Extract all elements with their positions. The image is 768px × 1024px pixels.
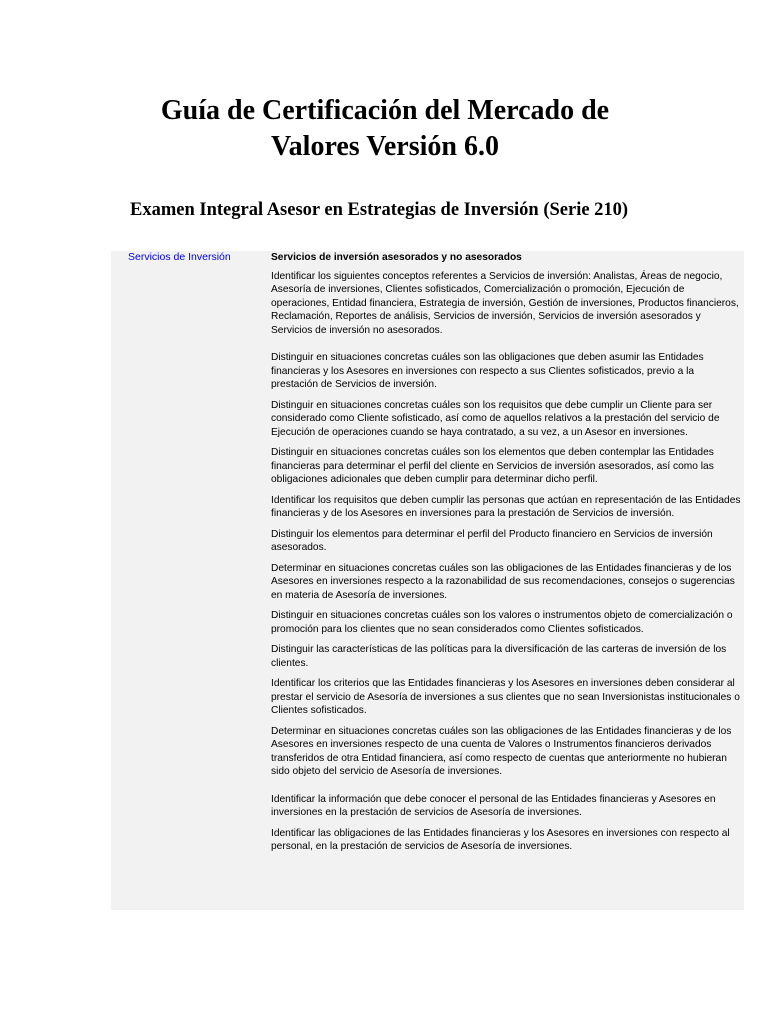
list-item: Distinguir en situaciones concretas cuáles son los elementos que deben contemplar las Entidades financieras para determinar el perfil del cliente en Servicios de inversión asesorados, así como las obligaciones adicionales que deben cumplir para determinar dicho perfil.	[271, 447, 714, 485]
list-item: Identificar los criterios que las Entidades financieras y los Asesores en inversiones deben considerar al prestar el servicio de Asesoría de inversiones a sus clientes que no sean Inversionistas institucionales o Clientes sofisticados.	[271, 678, 740, 716]
topic-heading: Servicios de inversión asesorados y no asesorados	[271, 252, 522, 263]
list-item: Distinguir los elementos para determinar el perfil del Producto financiero en Servicios de inversión asesorados.	[271, 528, 713, 553]
list-item: Determinar en situaciones concretas cuáles son las obligaciones de las Entidades financieras y de los Asesores en inversiones respecto a la razonabilidad de sus recomendaciones, consejos o sugerencias en materia de Asesoría de inversiones.	[271, 562, 735, 601]
list-item: Identificar los siguientes conceptos referentes a Servicios de inversión: Analistas, Áreas de negocio, Asesoría de inversiones, Clientes sofisticados, Comercialización o promoción, Ejecución de operaciones, Entidad financiera, Estrategia de inversión, Gestión de inversiones, Productos financieros, Reclamación, Reportes de análisis, Servicios de inversión, Servicios de inversión asesorados y Servicios de inversión no asesorados.	[271, 270, 739, 336]
topics-panel	[111, 251, 744, 910]
list-item: Distinguir en situaciones concretas cuáles son las obligaciones que deben asumir las Entidades financieras y los Asesores en inversiones con respecto a sus Clientes sofisticados, previo a la prestación de Servicios de inversión.	[271, 352, 704, 390]
list-item: Identificar los requisitos que deben cumplir las personas que actúan en representación de las Entidades financieras y de los Asesores en inversiones para la prestación de Servicios de inversión.	[271, 494, 741, 519]
list-item: Distinguir en situaciones concretas cuáles son los requisitos que debe cumplir un Cliente para ser considerado como Cliente sofisticado, así como de aquellos relativos a la prestación del servicio de Ejecución de operaciones cuando se haya contratado, a su vez, a un Asesor en inversiones.	[271, 399, 720, 438]
topic-list	[271, 251, 741, 861]
list-item: Identificar las obligaciones de las Entidades financieras y los Asesores en inversiones con respecto al personal, en la prestación de servicios de Asesoría de inversiones.	[271, 827, 730, 852]
list-item: Distinguir las características de las políticas para la diversificación de las carteras de inversión de los clientes.	[271, 644, 727, 669]
list-item: Identificar la información que debe conocer el personal de las Entidades financieras y Asesores en inversiones en la prestación de servicios de Asesoría de inversiones.	[271, 793, 716, 818]
exam-subtitle: Examen Integral Asesor en Estrategias de Inversión (Serie 210)	[130, 200, 629, 220]
list-item: Determinar en situaciones concretas cuáles son las obligaciones de las Entidades financieras y de los Asesores en inversiones respecto de una cuenta de Valores o Instrumentos financieros derivados transferidos de otra Entidad financiera, así como respecto de cuentas que anteriormente no hubieran sido objeto del servicio de Asesoría de inversiones.	[271, 725, 732, 777]
category-link[interactable]: Servicios de Inversión	[128, 251, 231, 263]
list-item: Distinguir en situaciones concretas cuáles son los valores o instrumentos objeto de comercialización o promoción para los clientes que no sean considerados como Clientes sofisticados.	[271, 610, 733, 635]
document-title: Guía de Certificación del Mercado de Valores Versión 6.0	[160, 95, 610, 162]
